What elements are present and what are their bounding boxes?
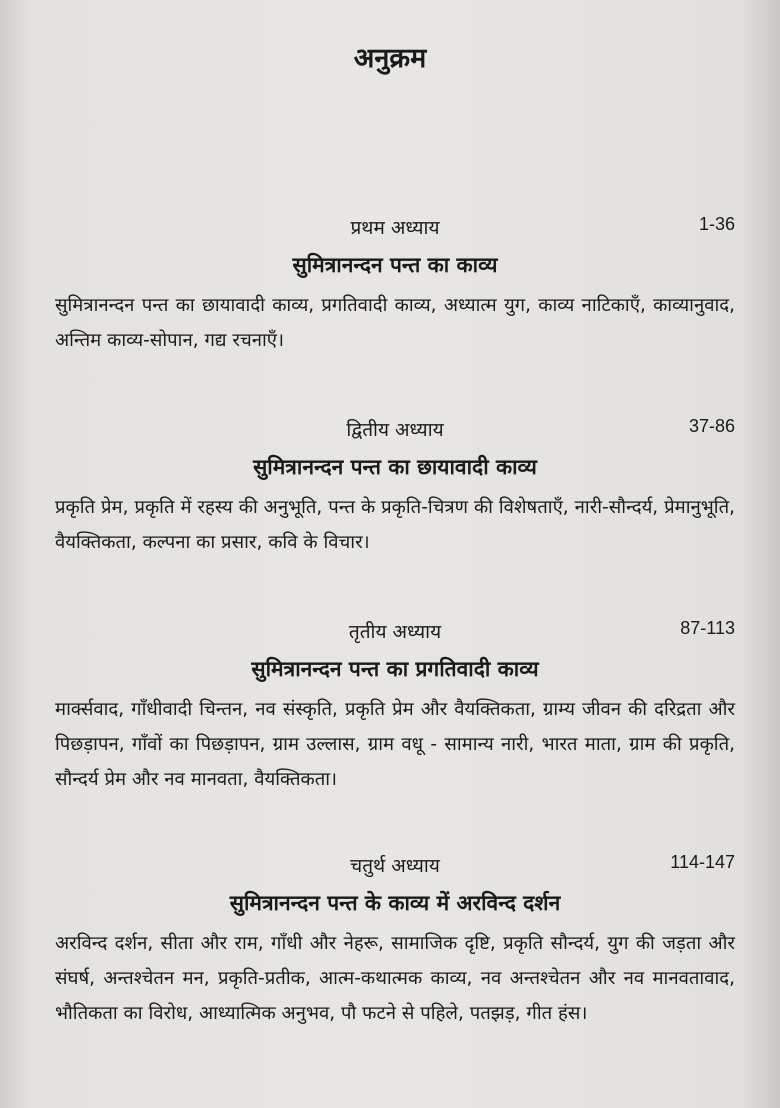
chapter-label: तृतीय अध्याय bbox=[348, 621, 442, 643]
chapter-topics: अरविन्द दर्शन, सीता और राम, गाँधी और नेहरू, सामाजिक दृष्टि, प्रकृति सौन्दर्य, युग की जड़ता और संघर्ष, अन्तश्चेतन मन, प्रकृति-प्रतीक, आत्म-कथात्मक काव्य, नव अन्तश्चेतन और नव मानवतावाद, भौतिकता का विरोध, आध्यात्मिक अनुभव, पौ फटने से पहिले, पतझड़, गीत हंस। bbox=[55, 933, 735, 1024]
chapter-title: सुमित्रानन्दन पन्त का काव्य bbox=[292, 253, 498, 277]
toc-entry-4 bbox=[55, 852, 735, 1031]
chapter-title: सुमित्रानन्दन पन्त का छायावादी काव्य bbox=[253, 455, 537, 479]
chapter-topics: सुमित्रानन्दन पन्त का छायावादी काव्य, प्रगतिवादी काव्य, अध्यात्म युग, काव्य नाटिकाएँ, काव्यानुवाद, अन्तिम काव्य-सोपान, गद्य रचनाएँ। bbox=[55, 295, 735, 351]
chapter-topics: मार्क्सवाद, गाँधीवादी चिन्तन, नव संस्कृति, प्रकृति प्रेम और वैयक्तिकता, ग्राम्य जीवन की दरिद्रता और पिछड़ापन, गाँवों का पिछड़ापन, ग्राम उल्लास, ग्राम वधू - सामान्य नारी, भारत माता, ग्राम की प्रकृति, सौन्दर्य प्रेम और नव मानवता, वैयक्तिकता। bbox=[55, 699, 735, 790]
page-range: 114-147 bbox=[670, 852, 735, 872]
chapter-title: सुमित्रानन्दन पन्त के काव्य में अरविन्द दर्शन bbox=[229, 891, 561, 915]
toc-entry-2 bbox=[55, 416, 735, 560]
page-title: अनुक्रम bbox=[353, 43, 427, 74]
chapter-title: सुमित्रानन्दन पन्त का प्रगतिवादी काव्य bbox=[251, 657, 539, 681]
chapter-label: चतुर्थ अध्याय bbox=[350, 855, 440, 877]
chapter-topics: प्रकृति प्रेम, प्रकृति में रहस्य की अनुभूति, पन्त के प्रकृति-चित्रण की विशेषताएँ, नारी-सौन्दर्य, प्रेमानुभूति, वैयक्तिकता, कल्पना का प्रसार, कवि के विचार। bbox=[55, 497, 735, 553]
toc-entry-3 bbox=[55, 618, 735, 797]
page-range: 87-113 bbox=[680, 618, 735, 638]
chapter-label: प्रथम अध्याय bbox=[350, 217, 440, 239]
page-range: 1-36 bbox=[698, 214, 735, 234]
chapter-label: द्वितीय अध्याय bbox=[346, 419, 444, 441]
page-range: 37-86 bbox=[688, 416, 735, 436]
toc-entry-1 bbox=[55, 214, 735, 358]
